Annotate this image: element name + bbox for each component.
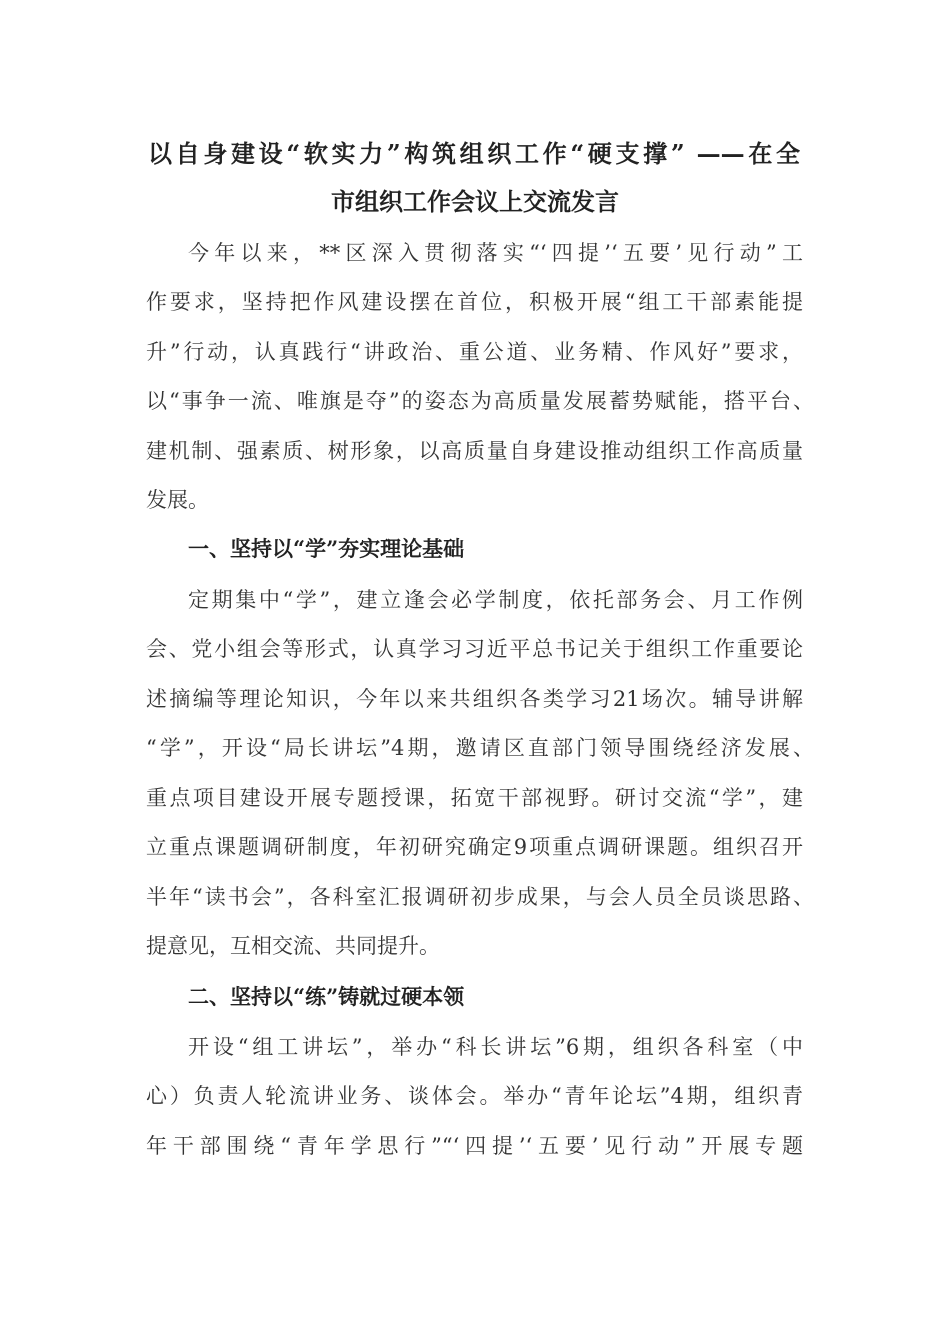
- section-2-line: 开设“组工讲坛”，举办“科长讲坛”6期，组织各科室（中: [188, 1035, 803, 1059]
- section-1-line: 定期集中“学”，建立逢会必学制度，依托部务会、月工作例: [188, 588, 803, 612]
- document-title-line-1: 以自身建设“软实力”构筑组织工作“硬支撑” ——在全: [148, 140, 800, 168]
- section-2-line: 心）负责人轮流讲业务、谈体会。举办“青年论坛”4期，组织青: [146, 1084, 803, 1108]
- intro-line: 今年以来，**区深入贯彻落实“‘四提’‘五要’见行动”工: [188, 241, 803, 265]
- section-1-line: 重点项目建设开展专题授课，拓宽干部视野。研讨交流“学”，建: [146, 786, 803, 810]
- document-title-line-2: 市组织工作会议上交流发言: [331, 187, 619, 216]
- section-1-line: 述摘编等理论知识，今年以来共组织各类学习21场次。辅导讲解: [146, 687, 803, 711]
- section-1-line: “学”，开设“局长讲坛”4期，邀请区直部门领导围绕经济发展、: [146, 736, 814, 760]
- section-1-line: 提意见，互相交流、共同提升。: [146, 934, 440, 958]
- section-1-heading: 一、坚持以“学”夯实理论基础: [188, 536, 465, 561]
- section-1-line: 立重点课题调研制度，年初研究确定9项重点调研课题。组织召开: [146, 835, 803, 859]
- intro-line: 升”行动，认真践行“讲政治、重公道、业务精、作风好”要求，: [146, 340, 803, 364]
- section-2-line: 年干部围绕“青年学思行”“‘四提’‘五要’见行动”开展专题: [146, 1134, 803, 1158]
- intro-line: 建机制、强素质、树形象，以高质量自身建设推动组织工作高质量: [146, 439, 803, 463]
- section-1-line: 会、党小组会等形式，认真学习习近平总书记关于组织工作重要论: [146, 637, 803, 661]
- intro-line: 以“事争一流、唯旗是夺”的姿态为高质量发展蓄势赋能，搭平台、: [146, 389, 814, 413]
- section-2-heading: 二、坚持以“练”铸就过硬本领: [188, 984, 465, 1009]
- intro-line: 发展。: [146, 488, 209, 512]
- intro-line: 作要求，坚持把作风建设摆在首位，积极开展“组工干部素能提: [146, 290, 803, 314]
- section-1-line: 半年“读书会”，各科室汇报调研初步成果，与会人员全员谈思路、: [146, 885, 814, 909]
